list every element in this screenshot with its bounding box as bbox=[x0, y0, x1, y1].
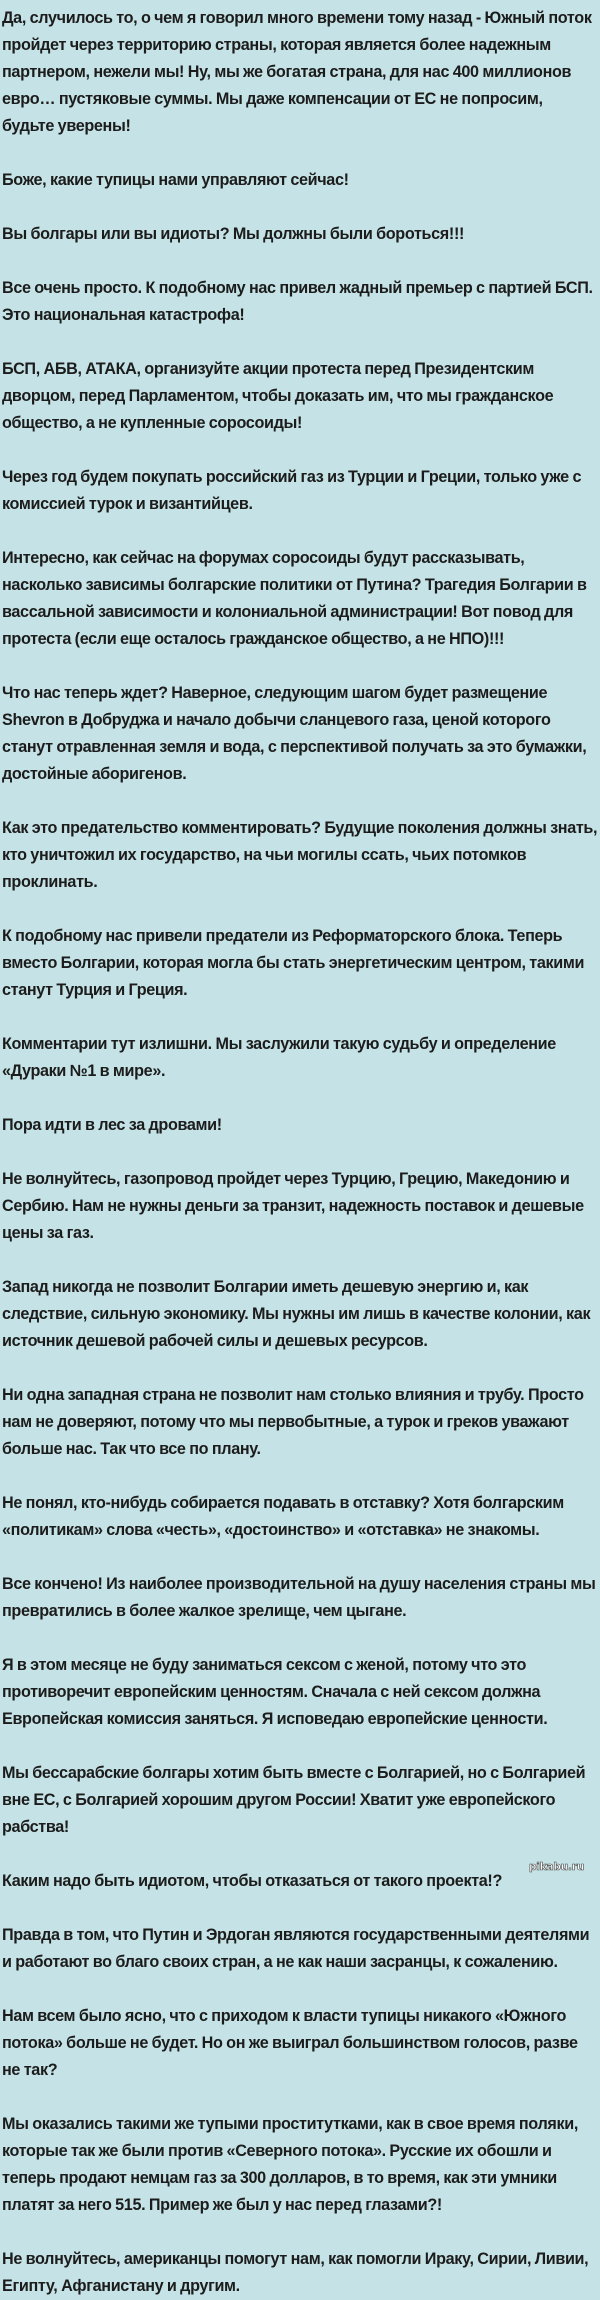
paragraph: Запад никогда не позволит Болгарии иметь дешевую энергию и, как следствие, сильную экономику. Мы нужны им лишь в качестве колонии, как источник дешевой рабочей силы и дешевых ресурсов. bbox=[2, 1278, 591, 1350]
paragraph: БСП, АБВ, АТАКА, организуйте акции протеста перед Президентским дворцом, перед Парламентом, чтобы доказать им, что мы гражданское общество, а не купленные соросоиды! bbox=[2, 360, 554, 432]
paragraph: Как это предательство комментировать? Будущие поколения должны знать, кто уничтожил их государство, на чьи могилы ссать, чьих потомков проклинать. bbox=[2, 819, 598, 891]
paragraph: Что нас теперь ждет? Наверное, следующим шагом будет размещение Shevron в Добруджа и начало добычи сланцевого газа, ценой которого станут отравленная земля и вода, с перспективой получать за это бумажки, достойные аборигенов. bbox=[2, 684, 587, 783]
paragraph: К подобному нас привели предатели из Реформаторского блока. Теперь вместо Болгарии, которая могла бы стать энергетическим центром, такими станут Турция и Греция. bbox=[2, 927, 585, 999]
paragraph: Вы болгары или вы идиоты? Мы должны были бороться!!! bbox=[2, 225, 465, 243]
paragraph: Все кончено! Из наиболее производительной на душу населения страны мы превратились в более жалкое зрелище, чем цыгане. bbox=[2, 1575, 596, 1620]
paragraph: Каким надо быть идиотом, чтобы отказаться от такого проекта!? bbox=[2, 1872, 503, 1890]
paragraph: Мы бессарабские болгары хотим быть вместе с Болгарией, но с Болгарией вне ЕС, с Болгарией хорошим другом России! Хватит уже европейского рабства! bbox=[2, 1764, 586, 1836]
paragraph: Правда в том, что Путин и Эрдоган являются государственными деятелями и работают во благо своих стран, а не как наши засранцы, к сожалению. bbox=[2, 1926, 590, 1971]
paragraph: Я в этом месяце не буду заниматься сексом с женой, потому что это противоречит европейским ценностям. Сначала с ней сексом должна Европейская комиссия заняться. Я исповедаю европейские ценности. bbox=[2, 1656, 548, 1728]
paragraph: Не волнуйтесь, американцы помогут нам, как помогли Ираку, Сирии, Ливии, Египту, Афганистану и другим. bbox=[2, 2250, 589, 2295]
paragraph: Мы оказались такими же тупыми проститутками, как в свое время поляки, которые так же были против «Северного потока». Русские их обошли и теперь продают немцам газ за 300 долларов, в то время, как эти умники платят за него 515. Пример же был у нас перед глазами?! bbox=[2, 2115, 578, 2214]
paragraph: Не понял, кто-нибудь собирается подавать в отставку? Хотя болгарским «политикам» слова «честь», «достоинство» и «отставка» не знакомы. bbox=[2, 1494, 564, 1539]
paragraph: Пора идти в лес за дровами! bbox=[2, 1116, 222, 1134]
paragraph: Ни одна западная страна не позволит нам столько влияния и трубу. Просто нам не доверяют, потому что мы первобытные, а турок и греков уважают больше нас. Так что все по плану. bbox=[2, 1386, 584, 1458]
paragraph: Интересно, как сейчас на форумах соросоиды будут рассказывать, насколько зависимы болгарские политики от Путина? Трагедия Болгарии в вассальной зависимости и колониальной администрации! Вот повод для протеста (если еще осталось гражданское общество, а не НПО)!!! bbox=[2, 549, 587, 648]
paragraph: Комментарии тут излишни. Мы заслужили такую судьбу и определение «Дураки №1 в мире». bbox=[2, 1035, 556, 1080]
paragraph: Через год будем покупать российский газ из Турции и Греции, только уже с комиссией турок и византийцев. bbox=[2, 468, 582, 513]
comment-document bbox=[2, 5, 598, 2300]
paragraph: Боже, какие тупицы нами управляют сейчас! bbox=[2, 171, 349, 189]
paragraph: Все очень просто. К подобному нас привел жадный премьер с партией БСП. Это национальная катастрофа! bbox=[2, 279, 593, 324]
pikabu-watermark: pikabu.ru bbox=[528, 1861, 584, 1873]
paragraph: Нам всем было ясно, что с приходом к власти тупицы никакого «Южного потока» больше не будет. Но он же выиграл большинством голосов, разве не так? bbox=[2, 2007, 578, 2079]
paragraph: Да, случилось то, о чем я говорил много времени тому назад - Южный поток пройдет через территорию страны, которая является более надежным партнером, нежели мы! Ну, мы же богатая страна, для нас 400 миллионов евро… пустяковые суммы. Мы даже компенсации от ЕС не попросим, будьте уверены! bbox=[2, 9, 592, 135]
paragraph: Не волнуйтесь, газопровод пройдет через Турцию, Грецию, Македонию и Сербию. Нам не нужны деньги за транзит, надежность поставок и дешевые цены за газ. bbox=[2, 1170, 584, 1242]
